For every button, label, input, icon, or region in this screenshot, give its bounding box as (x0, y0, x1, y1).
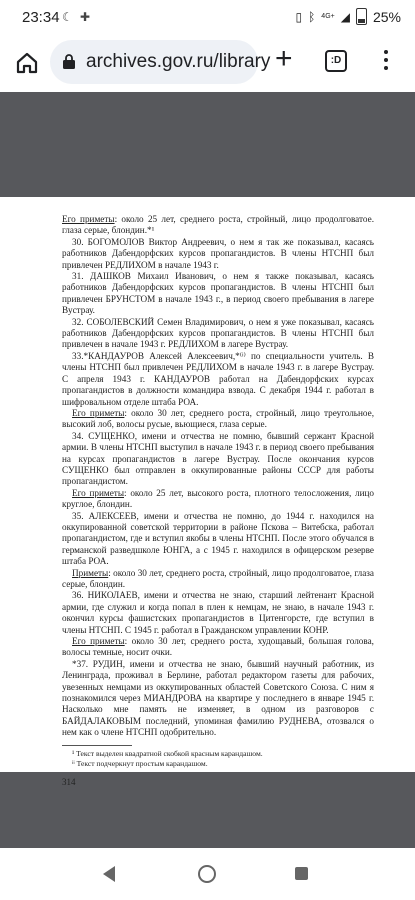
back-icon[interactable] (103, 866, 115, 882)
paragraph-text: 32. СОБОЛЕВСКИЙ Семен Владимирович, о нем я уже показывал, касаясь работников Дабендорфских курсов пропагандистов. В члены НТСНП был привлечен в начале 1943 г. РЕДЛИХОМ в лагере Вустрау. (62, 316, 374, 350)
document-paragraph (62, 214, 374, 237)
paragraph-text: : около 30 лет, среднего роста, стройный, лицо продолговатое, глаза серые, блондин. (62, 567, 374, 589)
paragraph-text: 30. БОГОМОЛОВ Виктор Андреевич, о нем я так же показывал, касаясь работников Дабендорфских курсов пропагандистов. В члены НТСНП был привлечен РЕДЛИХОМ в начале 1943 г. (62, 236, 374, 270)
document-paragraph (62, 636, 374, 659)
paragraph-text: 35. АЛЕКСЕЕВ, имени и отчества не помню, до 1944 г. находился на оккупированной советской территории в районе Пскова – Витебска, работал пропагандистом, где и вступил якобы в члены НТСНП. После этого обучался в германской разведшколе ЮНГА, а с 1945 г. находился в офицерском резерве штаба РОА. (62, 510, 374, 567)
address-bar[interactable] (50, 40, 271, 84)
tab-switcher-button[interactable]: :D (325, 50, 347, 72)
document-paragraph (62, 659, 374, 739)
document-paragraph (62, 237, 374, 271)
paragraph-text: : около 25 лет, высокого роста, плотного телосложения, лицо круглое, блондин. (62, 487, 375, 510)
status-bar (0, 0, 415, 36)
home-icon[interactable] (14, 50, 40, 76)
recents-icon[interactable] (295, 867, 308, 880)
document-paragraph (62, 317, 374, 351)
document-paragraph (62, 488, 374, 511)
footnote: ⁱⁱ Текст подчеркнут простым карандашом. (72, 758, 208, 768)
battery-percent: 25% (372, 8, 401, 25)
document-paragraph (62, 511, 374, 568)
more-menu-icon[interactable] (384, 50, 388, 74)
status-time: 23:34 (22, 9, 60, 26)
slack-icon: ✚ (80, 10, 91, 24)
document-paragraph (62, 568, 374, 591)
paragraph-text: : около 30 лет, среднего роста, худощавый, большая голова, волосы темные, носит очки. (62, 636, 374, 658)
page-number: 314 (62, 776, 76, 787)
paragraph-lead: Его приметы (62, 214, 115, 224)
bluetooth-icon: ᛒ (308, 9, 316, 24)
document-paragraph (62, 590, 374, 636)
vibrate-icon: ▯ (295, 9, 303, 24)
paragraph-text: : около 25 лет, среднего роста, стройный, лицо продолговатое. глаза серые, блондин.*¹ (62, 214, 374, 236)
paragraph-text: : около 30 лет, среднего роста, стройный, лицо треугольное, высокий лоб, волосы русые, вьющиеся, глаза серые. (62, 407, 374, 430)
document-paragraph (62, 431, 374, 488)
browser-toolbar (0, 36, 415, 92)
paragraph-text: 36. НИКОЛАЕВ, имени и отчества не знаю, старший лейтенант Красной армии, где служил и когда попал в плен к немцам, не знаю, в начале 1943 г. окончил курсы фашистских пропагандистов в Цитенгорсте, где вступил в члены НТСНП. С 1945 г. работал в Гражданском управлении КОНР. (62, 590, 374, 635)
url-text[interactable]: archives.gov.ru/library (86, 51, 271, 72)
paragraph-lead: Его приметы (72, 636, 125, 647)
paragraph-lead: Его приметы (72, 407, 125, 418)
paragraph-text: 33.*КАНДАУРОВ Алексей Алексеевич,*⁽ⁱ⁾ по специальности учитель. В члены НТСНП был привлечен РЕДЛИХОМ в начале 1943 г. в лагере Вустрау. С апреля 1943 г. КАНДАУРОВ работал на Дабендорфских курсах пропагандистов в должности командира взвода. С декабря 1944 г. работал в шифровальном отделе штаба РОА. (62, 350, 374, 407)
paragraph-text: *37. РУДИН, имени и отчества не знаю, бывший научный работник, из Ленинграда, проживал в Берлине, работал редактором газеты для рабочих, увезенных немцами из оккупированных областей Советского Союза. С ним я познакомился через МИАНДРОВА на квартире у последнего в январе 1945 г. Насколько мне память не изменяет, в одном из разговоров с БАЙДАЛАКОВЫМ последний, упоминая фамилию РУДНЕВА, отозвался о нем как о члене НТСНП одобрительно. (62, 658, 374, 738)
paragraph-text: 31. ДАШКОВ Михаил Иванович, о нем я также показывал, касаясь работников Дабендорфских курсов пропагандистов. В члены НТСНП был привлечен БРУНСТОМ в начале 1943 г., в период своего пребывания в лагере Вустрау. (62, 271, 374, 316)
new-tab-icon[interactable]: + (275, 42, 293, 75)
footnote: ¹ Текст выделен квадратной скобкой красным карандашом. (72, 748, 263, 758)
home-button-icon[interactable] (198, 865, 216, 883)
viewer-background-top (0, 92, 415, 197)
document-text (62, 214, 374, 788)
paragraph-lead: Приметы (72, 567, 109, 578)
paragraph-lead: Его приметы (72, 487, 125, 498)
footnote-divider (62, 745, 132, 746)
network-label: 4G+ (321, 13, 335, 20)
battery-icon (356, 8, 367, 25)
document-paragraph (62, 351, 374, 408)
moon-icon: ☾ (62, 10, 73, 24)
document-paragraph (62, 271, 374, 317)
signal-icon: ◢ (340, 9, 350, 24)
document-paragraph (62, 408, 374, 431)
android-nav-bar (0, 848, 415, 900)
site-info-icon[interactable] (62, 53, 76, 70)
paragraph-text: 34. СУЩЕНКО, имени и отчества не помню, бывший сержант Красной армии. В члены НТСНП выступил в начале 1943 г. в период своего пребывания на курсах пропагандистов в лагере Вустрау. После окончания курсов СУЩЕНКО был отправлен в оккупированные районы СССР для работы пропагандистом. (62, 430, 374, 487)
